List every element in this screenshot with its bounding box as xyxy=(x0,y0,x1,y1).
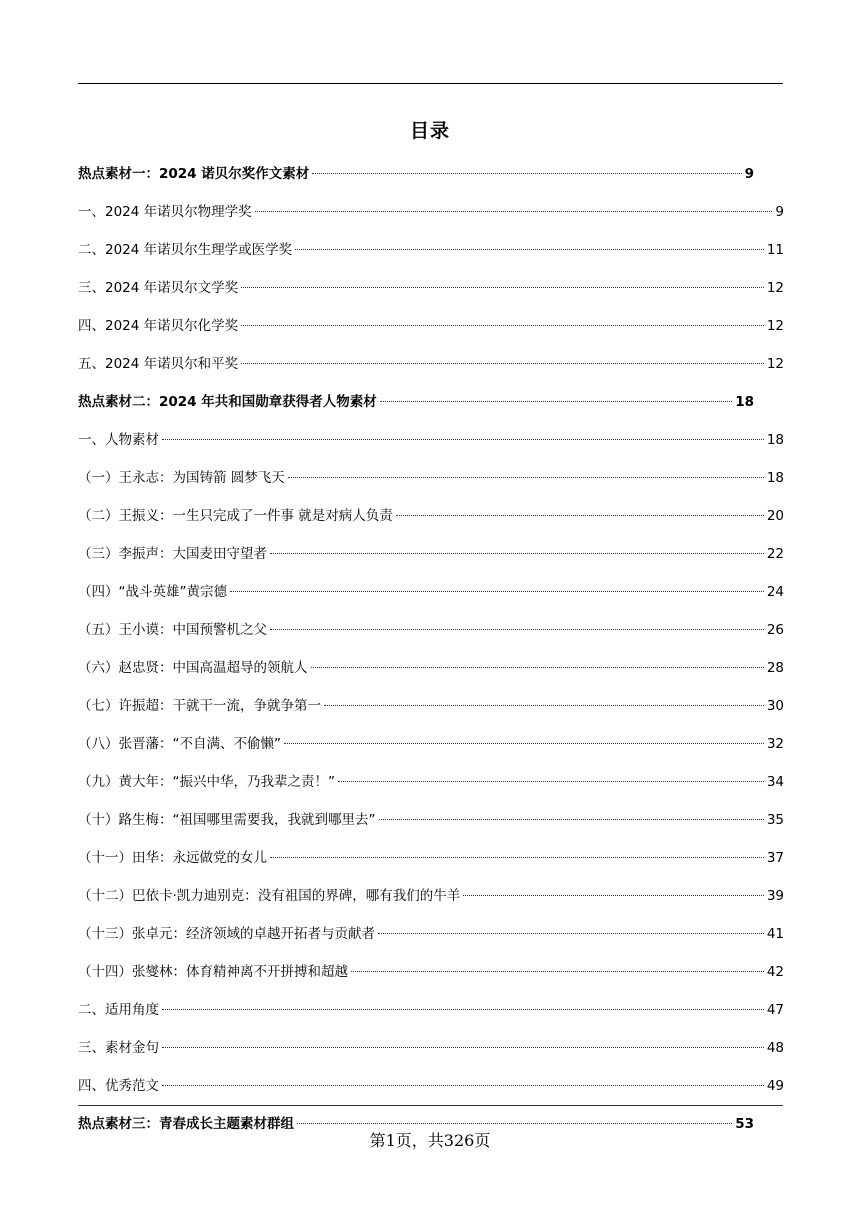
toc-entry[interactable] xyxy=(78,846,784,884)
toc-entry-label: （十一）田华：永远做党的女儿 xyxy=(78,850,267,866)
toc-page-number: 12 xyxy=(766,318,784,334)
toc-leader-dots xyxy=(380,401,732,402)
toc-page-number: 9 xyxy=(744,166,754,182)
toc-entry[interactable] xyxy=(78,694,784,732)
toc-page-number: 9 xyxy=(775,204,784,220)
header-rule xyxy=(78,83,783,84)
toc-page-number: 12 xyxy=(766,356,784,372)
toc-entry[interactable] xyxy=(78,808,784,846)
toc-entry-label: 热点素材三：青春成长主题素材群组 xyxy=(78,1116,294,1132)
toc-entry-label: （九）黄大年：“振兴中华，乃我辈之责！” xyxy=(78,774,335,790)
toc-section-entry[interactable] xyxy=(78,162,784,200)
toc-page-number: 41 xyxy=(766,926,784,942)
toc-leader-dots xyxy=(162,1047,764,1048)
toc-leader-dots xyxy=(379,819,764,820)
toc-page-number: 18 xyxy=(766,470,784,486)
toc-entry[interactable] xyxy=(78,1036,784,1074)
toc-page-number: 37 xyxy=(766,850,784,866)
toc-leader-dots xyxy=(324,705,764,706)
toc-entry-label: 三、素材金句 xyxy=(78,1040,159,1056)
toc-leader-dots xyxy=(396,515,764,516)
toc-entry[interactable] xyxy=(78,352,784,390)
toc-page-number: 34 xyxy=(766,774,784,790)
toc-page-number: 12 xyxy=(766,280,784,296)
toc-leader-dots xyxy=(311,667,764,668)
toc-page-number: 35 xyxy=(766,812,784,828)
toc-entry-label: 四、2024 年诺贝尔化学奖 xyxy=(78,318,239,334)
toc-section-entry[interactable] xyxy=(78,390,784,428)
toc-entry[interactable] xyxy=(78,770,784,808)
toc-page-number: 47 xyxy=(766,1002,784,1018)
toc-entry[interactable] xyxy=(78,504,784,542)
toc-page-number: 49 xyxy=(766,1078,784,1094)
toc-page-number: 32 xyxy=(766,736,784,752)
toc-leader-dots xyxy=(270,553,764,554)
toc-entry-label: （十二）巴依卡·凯力迪别克：没有祖国的界碑，哪有我们的牛羊 xyxy=(78,888,461,904)
toc-entry[interactable] xyxy=(78,618,784,656)
toc-entry-label: （十四）张燮林：体育精神离不开拼搏和超越 xyxy=(78,964,348,980)
toc-leader-dots xyxy=(463,895,764,896)
toc-leader-dots xyxy=(241,363,764,364)
toc-entry-label: 一、2024 年诺贝尔物理学奖 xyxy=(78,204,252,220)
toc-entry[interactable] xyxy=(78,276,784,314)
toc-entry-label: （七）许振超：干就干一流，争就争第一 xyxy=(78,698,321,714)
toc-entry-label: （十）路生梅：“祖国哪里需要我，我就到哪里去” xyxy=(78,812,376,828)
toc-entry[interactable] xyxy=(78,580,784,618)
toc-leader-dots xyxy=(270,857,764,858)
toc-leader-dots xyxy=(230,591,764,592)
page-footer: 第1页，共326页 xyxy=(369,1131,491,1150)
toc-entry[interactable] xyxy=(78,238,784,276)
toc-title: 目录 xyxy=(409,120,450,142)
toc-entry-label: （五）王小谟：中国预警机之父 xyxy=(78,622,267,638)
toc-entry-label: 三、2024 年诺贝尔文学奖 xyxy=(78,280,239,296)
toc-page-number: 22 xyxy=(766,546,784,562)
toc-entry[interactable] xyxy=(78,428,784,466)
toc-leader-dots xyxy=(295,249,764,250)
toc-entry-label: （二）王振义：一生只完成了一件事 就是对病人负责 xyxy=(78,508,393,524)
toc-leader-dots xyxy=(297,1123,732,1124)
toc-entry-label: 热点素材一：2024 诺贝尔奖作文素材 xyxy=(78,166,310,182)
toc-page-number: 42 xyxy=(766,964,784,980)
toc-entry-label: （六）赵忠贤：中国高温超导的领航人 xyxy=(78,660,308,676)
toc-leader-dots xyxy=(162,1009,764,1010)
toc-page-number: 11 xyxy=(766,242,784,258)
toc-page-number: 24 xyxy=(766,584,784,600)
toc-page-number: 39 xyxy=(766,888,784,904)
toc-entry-label: 二、适用角度 xyxy=(78,1002,159,1018)
toc-entry[interactable] xyxy=(78,1074,784,1112)
toc-entry-label: （四）“战斗英雄”黄宗德 xyxy=(78,584,227,600)
toc-entry[interactable] xyxy=(78,542,784,580)
toc-leader-dots xyxy=(241,325,764,326)
toc-entry[interactable] xyxy=(78,314,784,352)
table-of-contents xyxy=(78,162,784,1150)
toc-entry[interactable] xyxy=(78,200,784,238)
toc-leader-dots xyxy=(255,211,773,212)
toc-page-number: 18 xyxy=(735,394,754,410)
toc-page-number: 53 xyxy=(735,1116,754,1132)
toc-entry[interactable] xyxy=(78,998,784,1036)
toc-entry-label: 热点素材二：2024 年共和国勋章获得者人物素材 xyxy=(78,394,377,410)
toc-entry[interactable] xyxy=(78,922,784,960)
toc-entry[interactable] xyxy=(78,884,784,922)
toc-page-number: 20 xyxy=(766,508,784,524)
toc-entry[interactable] xyxy=(78,466,784,504)
toc-leader-dots xyxy=(270,629,764,630)
toc-entry-label: （一）王永志：为国铸箭 圆梦飞天 xyxy=(78,470,285,486)
toc-entry[interactable] xyxy=(78,960,784,998)
toc-leader-dots xyxy=(162,439,764,440)
toc-leader-dots xyxy=(378,933,764,934)
toc-entry-label: 一、人物素材 xyxy=(78,432,159,448)
toc-leader-dots xyxy=(338,781,764,782)
toc-entry-label: 二、2024 年诺贝尔生理学或医学奖 xyxy=(78,242,293,258)
toc-entry-label: （十三）张卓元：经济领域的卓越开拓者与贡献者 xyxy=(78,926,375,942)
toc-leader-dots xyxy=(241,287,764,288)
toc-entry-label: （三）李振声：大国麦田守望者 xyxy=(78,546,267,562)
toc-entry[interactable] xyxy=(78,656,784,694)
toc-page-number: 30 xyxy=(766,698,784,714)
toc-leader-dots xyxy=(351,971,764,972)
toc-leader-dots xyxy=(162,1085,764,1086)
toc-leader-dots xyxy=(284,743,764,744)
toc-page-number: 48 xyxy=(766,1040,784,1056)
toc-entry[interactable] xyxy=(78,732,784,770)
toc-leader-dots xyxy=(312,173,741,174)
toc-entry-label: （八）张晋藩：“不自满、不偷懒” xyxy=(78,736,281,752)
toc-leader-dots xyxy=(288,477,764,478)
toc-page-number: 18 xyxy=(766,432,784,448)
toc-page-number: 28 xyxy=(766,660,784,676)
footer-rule xyxy=(78,1105,783,1106)
toc-page-number: 26 xyxy=(766,622,784,638)
toc-entry-label: 四、优秀范文 xyxy=(78,1078,159,1094)
toc-entry-label: 五、2024 年诺贝尔和平奖 xyxy=(78,356,239,372)
